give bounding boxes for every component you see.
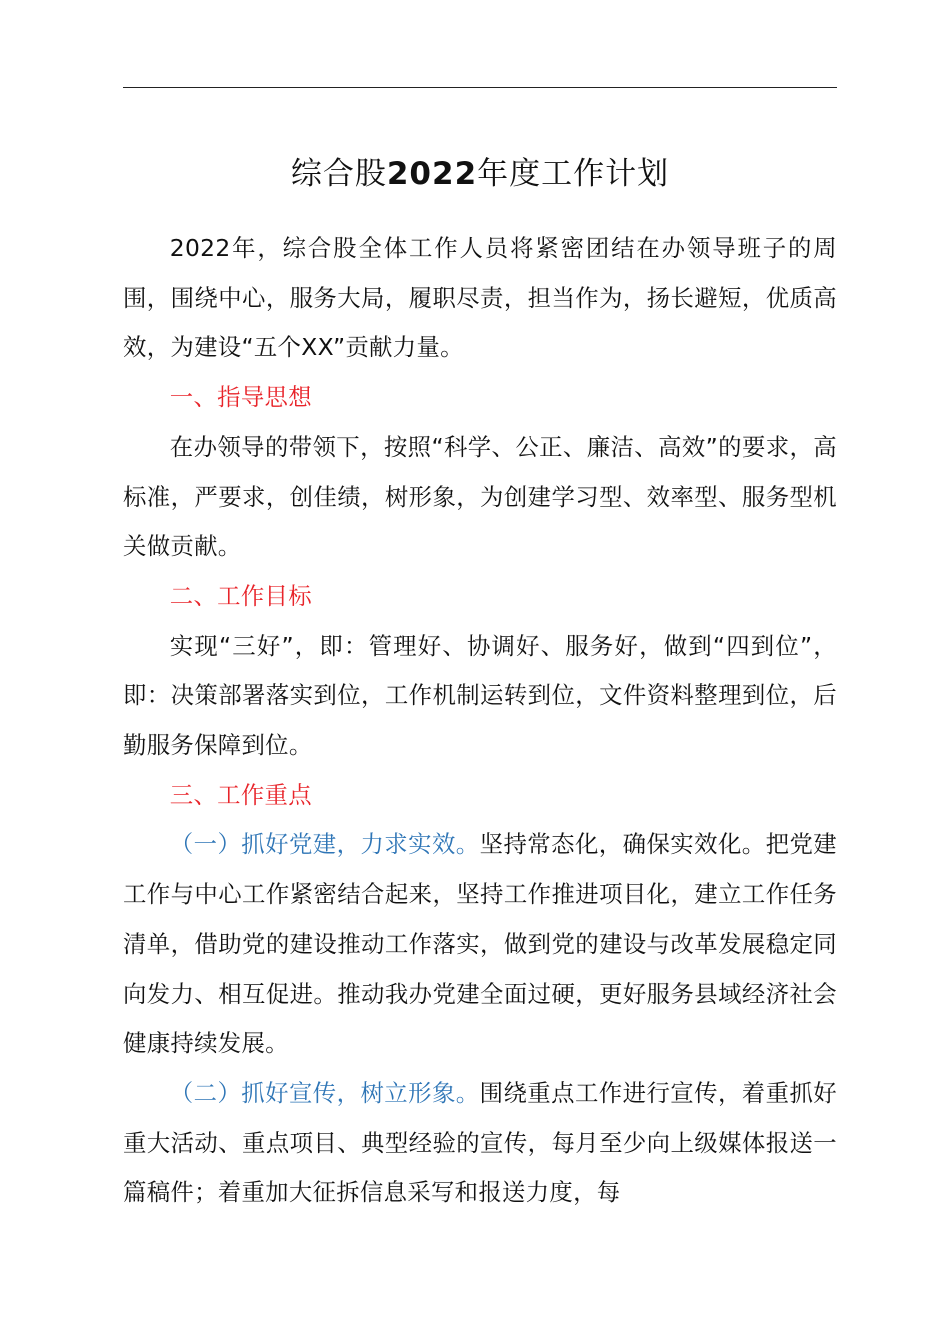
title-suffix: 年度工作计划 [477,156,670,192]
section-paragraph-guiding-thought: 在办领导的带领下，按照“科学、公正、廉洁、高效”的要求，高标准，严要求，创佳绩，树形象，为创建学习型、效率型、服务型机关做贡献。 [123,432,837,561]
item-lead-publicity: （二）抓好宣传，树立形象。 [169,1078,480,1107]
section-heading-work-goals: 二、工作目标 [169,581,312,610]
document-title [123,142,837,206]
item-lead-party-building: （一）抓好党建，力求实效。 [169,830,480,859]
intro-paragraph: 2022年，综合股全体工作人员将紧密团结在办领导班子的周围，围绕中心，服务大局，履职尽责，担当作为，扬长避短，优质高效，为建设“五个XX”贡献力量。 [123,234,837,362]
document-body [123,142,837,1218]
item-text-publicity: 围绕重点工作进行宣传，着重抓好重大活动、重点项目、典型经验的宣传，每月至少向上级媒体报送一篇稿件；着重加大征拆信息采写和报送力度，每 [123,1078,837,1207]
item-paragraph-party-building [123,820,837,1069]
section-heading-guiding-thought: 一、指导思想 [169,383,312,412]
section-heading-work-focus: 三、工作重点 [169,780,312,809]
title-prefix: 综合股 [290,156,387,192]
section-paragraph-work-goals: 实现“三好”，即：管理好、协调好、服务好，做到“四到位”，即：决策部署落实到位，工作机制运转到位，文件资料整理到位，后勤服务保障到位。 [123,631,837,760]
item-paragraph-publicity [123,1069,837,1218]
title-year: 2022 [386,156,478,192]
header-rule [123,87,837,88]
item-text-party-building: 坚持常态化，确保实效化。把党建工作与中心工作紧密结合起来，坚持工作推进项目化，建立工作任务清单，借助党的建设推动工作落实，做到党的建设与改革发展稳定同向发力、相互促进。推动我办党建全面过硬，更好服务县域经济社会健康持续发展。 [123,830,837,1058]
